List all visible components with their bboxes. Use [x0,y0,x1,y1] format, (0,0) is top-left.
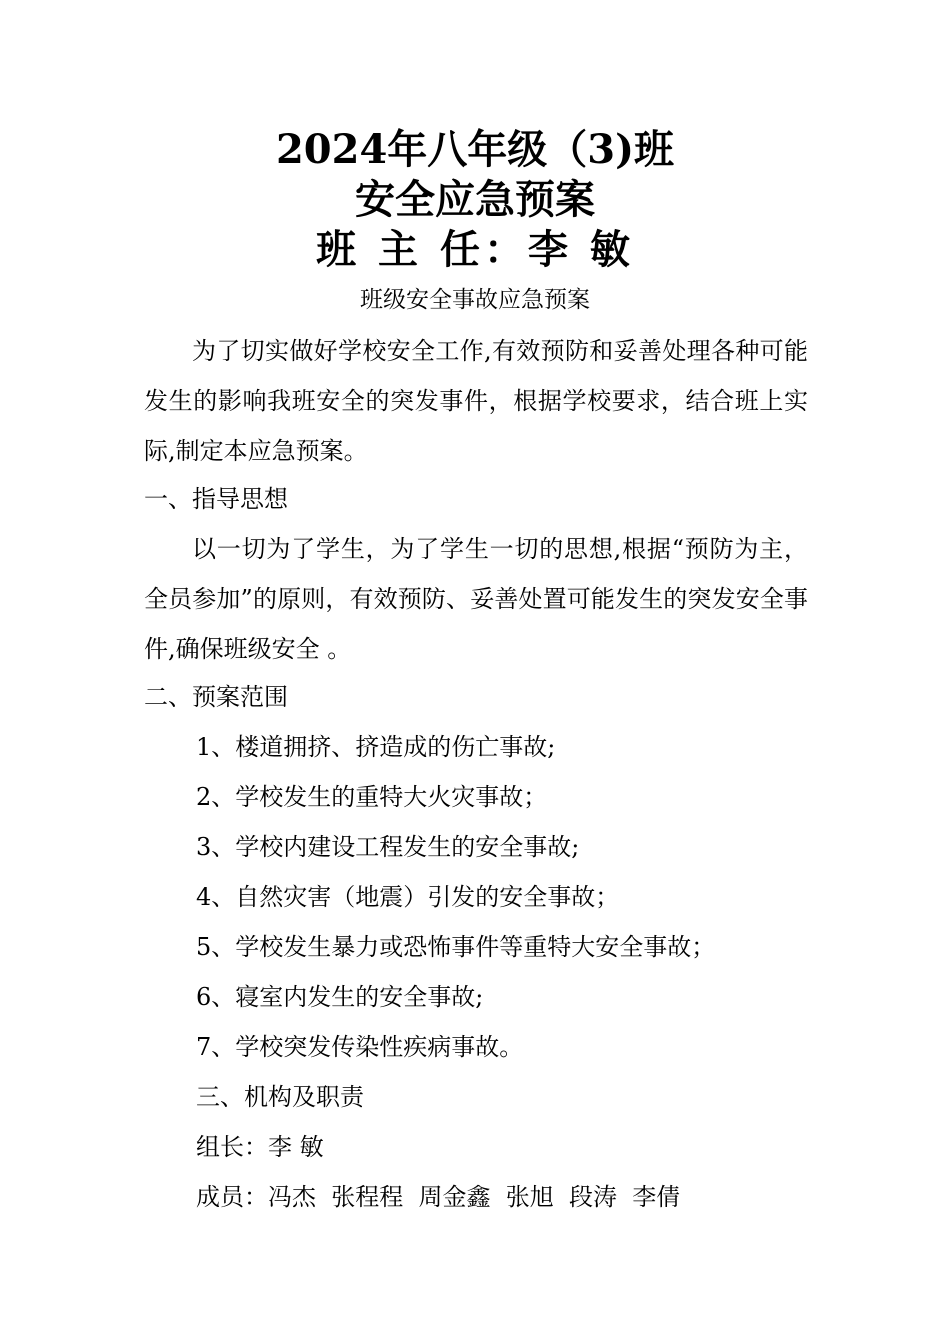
scope-item: 5、学校发生暴力或恐怖事件等重特大安全事故； [196,933,716,961]
title-line-2: 安全应急预案 [355,176,595,223]
section-1-heading: 一、指导思想 [144,485,288,513]
intro-paragraph: 为了切实做好学校安全工作,有效预防和妥善处理各种可能发生的影响我班安全的突发事件，根据学校要求，结合班上实际,制定本应急预案。 [144,337,808,465]
section-3-heading: 三、机构及职责 [196,1083,364,1111]
subtitle: 班级安全事故应急预案 [360,287,590,313]
scope-item: 7、学校突发传染性疾病事故。 [196,1033,524,1061]
scope-item: 6、寝室内发生的安全事故; [196,983,484,1011]
members-line: 成员：冯杰 张程程 周金鑫 张旭 段涛 李倩 [196,1183,681,1211]
scope-item: 2、学校发生的重特大火灾事故； [196,783,548,811]
scope-item: 1、楼道拥挤、挤造成的伤亡事故; [196,733,556,761]
head-teacher-line: 班 主 任：李 敏 [316,227,634,273]
leader-line: 组长：李 敏 [196,1133,324,1161]
scope-item: 3、学校内建设工程发生的安全事故; [196,833,580,861]
title-line-1: 2024年八年级（3)班 [275,126,675,173]
scope-item: 4、自然灾害（地震）引发的安全事故； [196,883,620,911]
section-2-heading: 二、预案范围 [144,683,288,711]
section-1-paragraph: 以一切为了学生，为了学生一切的思想,根据“预防为主，全员参加”的原则，有效预防、妥善处置可能发生的突发安全事件,确保班级安全 。 [144,535,808,663]
